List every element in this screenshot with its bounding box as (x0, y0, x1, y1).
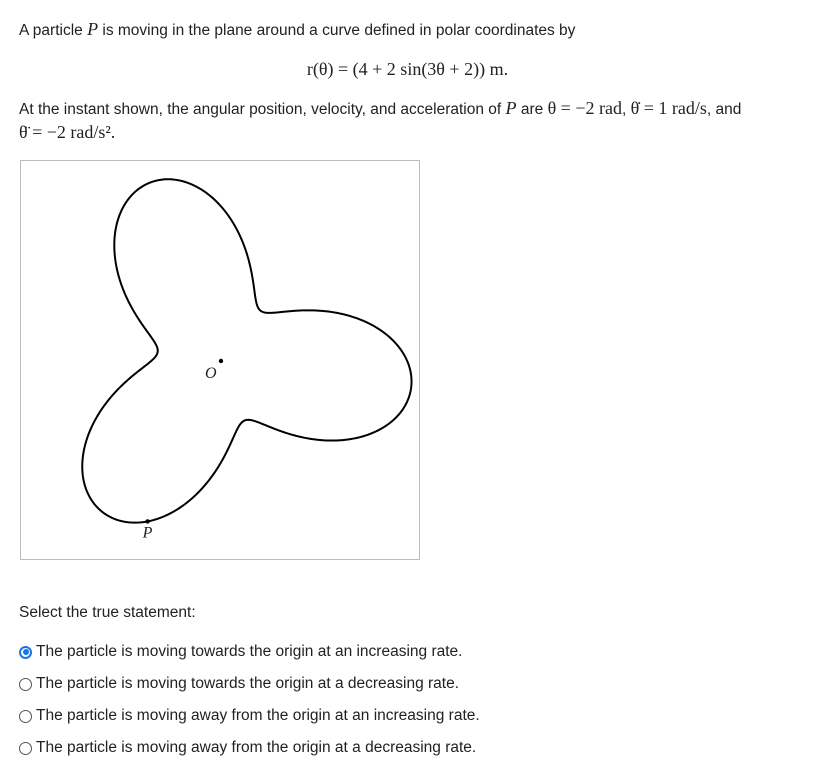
origin-label: O (205, 365, 217, 382)
instant-text: At the instant shown, the angular position, velocity, and acceleration of (19, 101, 502, 118)
intro-text: A particle (19, 22, 83, 39)
instant-variable: P (505, 98, 517, 118)
radio-button[interactable] (19, 742, 32, 755)
option-label: The particle is moving towards the origin at a decreasing rate. (36, 675, 460, 692)
select-prompt: Select the true statement: (19, 604, 196, 621)
answer-options (19, 641, 480, 769)
option-away-decreasing[interactable] (19, 737, 480, 759)
option-towards-increasing[interactable] (19, 641, 480, 663)
option-away-increasing[interactable] (19, 705, 480, 727)
curve-figure (20, 160, 420, 560)
theta-ddot-value: θ̈ = −2 rad/s². (19, 122, 116, 142)
radio-button[interactable] (19, 710, 32, 723)
particle-dot (145, 519, 149, 523)
intro-variable: P (87, 19, 99, 39)
curve-svg (21, 161, 419, 559)
radio-button[interactable] (19, 678, 32, 691)
origin-dot (219, 359, 223, 363)
instant-are: are (516, 101, 548, 118)
separator-1: , (621, 101, 631, 118)
separator-2: , and (706, 101, 742, 118)
intro-rest: is moving in the plane around a curve defined in polar coordinates by (98, 22, 576, 39)
option-label: The particle is moving away from the origin at an increasing rate. (36, 707, 480, 724)
option-label: The particle is moving towards the origin at an increasing rate. (36, 643, 463, 660)
option-towards-decreasing[interactable] (19, 673, 480, 695)
question-intro (19, 18, 575, 42)
theta-dot-value: θ̇ = 1 rad/s (630, 98, 707, 118)
polar-curve (82, 179, 411, 522)
particle-label: P (142, 524, 153, 542)
theta-value: θ = −2 rad (547, 98, 622, 118)
polar-equation: r(θ) = (4 + 2 sin(3θ + 2)) m. (306, 59, 509, 79)
radio-button[interactable] (19, 646, 32, 659)
option-label: The particle is moving away from the origin at a decreasing rate. (36, 739, 477, 756)
instant-description (19, 97, 809, 145)
